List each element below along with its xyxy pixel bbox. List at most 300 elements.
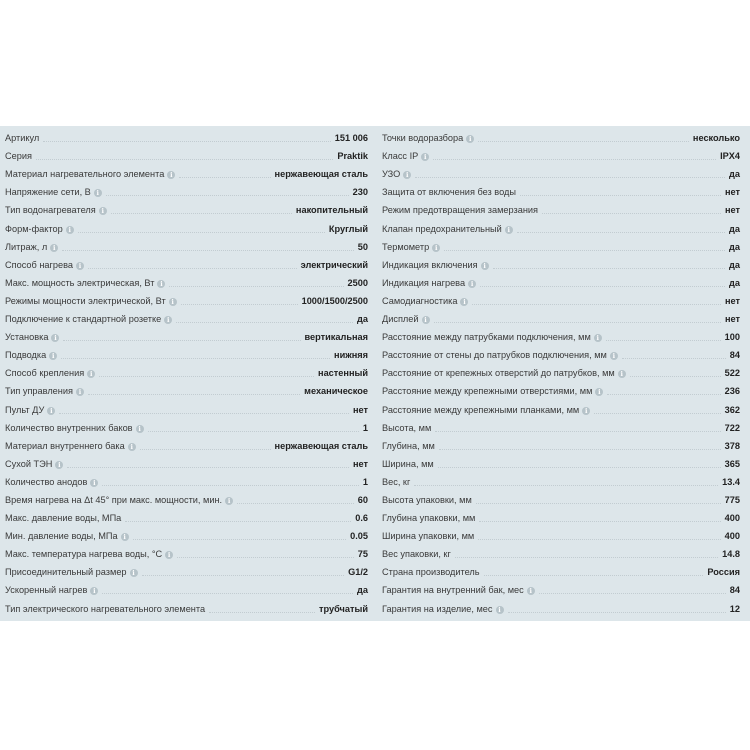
info-icon[interactable]: i [90, 479, 98, 487]
spec-row [382, 200, 740, 218]
spec-value: G1/2 [348, 567, 368, 578]
spec-value: 75 [357, 549, 368, 560]
spec-label [382, 604, 504, 617]
spec-row [382, 508, 740, 526]
spec-row [382, 436, 740, 454]
info-icon[interactable]: i [47, 407, 55, 415]
spec-value: 230 [352, 187, 368, 198]
spec-label [382, 459, 434, 472]
info-icon[interactable]: i [432, 244, 440, 252]
spec-row [5, 128, 368, 146]
info-icon[interactable]: i [136, 425, 144, 433]
spec-label-text: Макс. мощность электрическая, Вт [5, 277, 155, 288]
spec-row [5, 436, 368, 454]
spec-value: 84 [729, 585, 740, 596]
spec-label [5, 368, 95, 381]
spec-value: нет [724, 314, 740, 325]
dotted-leader [434, 322, 721, 323]
spec-row [382, 562, 740, 580]
spec-label-text: Напряжение сети, В [5, 187, 91, 198]
spec-value: 2500 [347, 277, 368, 288]
dotted-leader [88, 394, 300, 395]
dotted-leader [630, 376, 721, 377]
spec-value: 365 [724, 458, 740, 469]
spec-label-text: Режим предотвращения замерзания [382, 205, 539, 216]
spec-label-text: Подключение к стандартной розетке [5, 314, 162, 325]
spec-value: 60 [357, 494, 368, 505]
info-icon[interactable]: i [121, 533, 129, 541]
dotted-leader [140, 449, 271, 450]
specs-right-column [382, 126, 740, 617]
spec-row [382, 309, 740, 327]
dotted-leader [61, 358, 330, 359]
info-icon[interactable]: i [505, 226, 513, 234]
spec-label-text: Время нагрева на Δt 45° при макс. мощности, мин. [5, 494, 223, 505]
spec-row [5, 200, 368, 218]
spec-label [382, 531, 474, 544]
spec-row [5, 146, 368, 164]
spec-label [382, 133, 474, 146]
spec-label [382, 314, 430, 327]
spec-value: 775 [724, 494, 740, 505]
spec-label-text: Количество внутренних баков [5, 422, 133, 433]
dotted-leader [476, 503, 721, 504]
spec-row [382, 146, 740, 164]
spec-label [5, 495, 233, 508]
info-icon[interactable]: i [55, 461, 63, 469]
spec-row [382, 182, 740, 200]
dotted-leader [209, 612, 315, 613]
spec-label [382, 513, 475, 526]
spec-row [5, 598, 368, 616]
spec-value: 0.6 [355, 513, 368, 524]
dotted-leader [517, 232, 725, 233]
spec-value: 522 [724, 368, 740, 379]
spec-label-text: УЗО [382, 169, 401, 180]
spec-label-text: Режимы мощности электрической, Вт [5, 295, 166, 306]
info-icon[interactable]: i [496, 606, 504, 614]
info-icon[interactable]: i [87, 370, 95, 378]
spec-value: да [357, 585, 368, 596]
spec-value: да [729, 259, 740, 270]
spec-label-text: Высота упаковки, мм [382, 494, 472, 505]
info-icon[interactable]: i [618, 370, 626, 378]
spec-label [382, 205, 538, 218]
spec-row [5, 399, 368, 417]
spec-value: да [729, 241, 740, 252]
spec-label [5, 242, 58, 255]
spec-value: IPX4 [720, 151, 740, 162]
spec-label [5, 423, 144, 436]
spec-label-text: Форм-фактор [5, 223, 63, 234]
dotted-leader [102, 593, 353, 594]
dotted-leader [62, 250, 354, 251]
spec-label [382, 423, 431, 436]
info-icon[interactable]: i [421, 153, 429, 161]
dotted-leader [480, 286, 725, 287]
dotted-leader [181, 304, 298, 305]
spec-label-text: Ускоренный нагрев [5, 585, 88, 596]
dotted-leader [539, 593, 726, 594]
dotted-leader [542, 213, 721, 214]
info-icon[interactable]: i [225, 497, 233, 505]
spec-row [5, 544, 368, 562]
spec-row [382, 580, 740, 598]
info-icon[interactable]: i [94, 189, 102, 197]
spec-value: 12 [729, 603, 740, 614]
spec-label-text: Страна производитель [382, 567, 480, 578]
spec-row [382, 399, 740, 417]
spec-label [5, 441, 136, 454]
spec-row [382, 598, 740, 616]
dotted-leader [455, 557, 718, 558]
info-icon[interactable]: i [610, 352, 618, 360]
spec-label [382, 585, 535, 598]
spec-row [5, 255, 368, 273]
dotted-leader [415, 177, 725, 178]
spec-label-text: Количество анодов [5, 476, 88, 487]
spec-label [382, 332, 602, 345]
spec-label-text: Расстояние между крепежными планками, мм [382, 404, 580, 415]
dotted-leader [594, 413, 720, 414]
dotted-leader [133, 539, 347, 540]
spec-label-text: Вес, кг [382, 476, 411, 487]
dotted-leader [102, 485, 359, 486]
info-icon[interactable]: i [527, 587, 535, 595]
spec-value: нет [352, 404, 368, 415]
spec-label-text: Материал внутреннего бака [5, 440, 125, 451]
dotted-leader [508, 612, 726, 613]
info-icon[interactable]: i [66, 226, 74, 234]
spec-value: электрический [300, 259, 368, 270]
dotted-leader [148, 431, 359, 432]
spec-value: 400 [724, 531, 740, 542]
spec-row [5, 472, 368, 490]
spec-label [5, 296, 177, 309]
spec-label [5, 386, 84, 399]
dotted-leader [88, 268, 297, 269]
spec-label-text: Расстояние от стены до патрубков подключения, мм [382, 350, 607, 361]
spec-label-text: Дисплей [382, 314, 419, 325]
spec-row [5, 526, 368, 544]
spec-row [382, 363, 740, 381]
spec-label [382, 350, 618, 363]
spec-label-text: Расстояние между патрубками подключения, мм [382, 332, 591, 343]
spec-label [382, 278, 476, 291]
spec-label-text: Тип водонагревателя [5, 205, 96, 216]
dotted-leader [78, 232, 325, 233]
spec-value: 14.8 [722, 549, 740, 560]
spec-label [5, 531, 129, 544]
spec-label [5, 405, 55, 418]
spec-label-text: Класс IP [382, 151, 419, 162]
spec-label [382, 441, 435, 454]
info-icon[interactable]: i [468, 280, 476, 288]
spec-label-text: Защита от включения без воды [382, 187, 516, 198]
specs-left-column [5, 126, 368, 617]
dotted-leader [520, 195, 721, 196]
spec-label-text: Самодиагностика [382, 295, 458, 306]
dotted-leader [43, 141, 331, 142]
spec-row [382, 128, 740, 146]
info-icon[interactable]: i [167, 171, 175, 179]
dotted-leader [67, 467, 349, 468]
spec-value: 1000/1500/2500 [301, 295, 368, 306]
dotted-leader [176, 322, 353, 323]
spec-label-text: Гарантия на внутренний бак, мес [382, 585, 524, 596]
info-icon[interactable]: i [422, 316, 430, 324]
spec-label [5, 187, 102, 200]
spec-row [382, 526, 740, 544]
spec-label [382, 477, 410, 490]
spec-label-text: Высота, мм [382, 422, 432, 433]
spec-value: 362 [724, 404, 740, 415]
spec-label [5, 224, 74, 237]
dotted-leader [438, 467, 721, 468]
dotted-leader [106, 195, 349, 196]
spec-label [382, 567, 480, 580]
spec-label [5, 314, 172, 327]
info-icon[interactable]: i [582, 407, 590, 415]
spec-value: несколько [692, 133, 740, 144]
spec-row [382, 381, 740, 399]
info-icon[interactable]: i [169, 298, 177, 306]
dotted-leader [99, 376, 314, 377]
spec-label [382, 495, 472, 508]
spec-row [5, 580, 368, 598]
spec-label-text: Клапан предохранительный [382, 223, 502, 234]
spec-label [5, 205, 107, 218]
spec-label-text: Артикул [5, 133, 40, 144]
spec-value: да [357, 314, 368, 325]
spec-row [382, 418, 740, 436]
spec-value: нижняя [334, 350, 368, 361]
dotted-leader [493, 268, 725, 269]
spec-value: нет [352, 458, 368, 469]
info-icon[interactable]: i [99, 207, 107, 215]
dotted-leader [414, 485, 718, 486]
info-icon[interactable]: i [165, 551, 173, 559]
spec-value: накопительный [295, 205, 368, 216]
spec-row [5, 418, 368, 436]
spec-label-text: Материал нагревательного элемента [5, 169, 165, 180]
spec-row [382, 544, 740, 562]
info-icon[interactable]: i [130, 569, 138, 577]
spec-label [5, 549, 173, 562]
spec-label-text: Способ нагрева [5, 259, 73, 270]
spec-label-text: Тип управления [5, 386, 73, 397]
dotted-leader [607, 394, 720, 395]
spec-row [5, 508, 368, 526]
dotted-leader [433, 159, 716, 160]
spec-row [5, 182, 368, 200]
spec-label-text: Установка [5, 332, 49, 343]
dotted-leader [111, 213, 292, 214]
spec-label [5, 459, 63, 472]
dotted-leader [478, 539, 720, 540]
spec-row [382, 327, 740, 345]
spec-label [382, 260, 489, 273]
spec-label-text: Присоединительный размер [5, 567, 127, 578]
info-icon[interactable]: i [76, 262, 84, 270]
spec-row [5, 327, 368, 345]
spec-row [382, 291, 740, 309]
spec-value: нет [724, 187, 740, 198]
spec-label-text: Сухой ТЭН [5, 458, 53, 469]
spec-value: 1 [362, 422, 368, 433]
spec-value: Круглый [328, 223, 368, 234]
spec-row [5, 345, 368, 363]
spec-value: нержавеющая сталь [274, 169, 368, 180]
spec-value: 0.05 [350, 531, 368, 542]
info-icon[interactable]: i [460, 298, 468, 306]
spec-label-text: Термометр [382, 241, 430, 252]
spec-value: да [729, 223, 740, 234]
spec-label [382, 296, 468, 309]
spec-label [5, 169, 175, 182]
spec-row [5, 490, 368, 508]
dotted-leader [478, 141, 689, 142]
spec-row [5, 218, 368, 236]
spec-value: Praktik [337, 151, 368, 162]
dotted-leader [59, 413, 349, 414]
spec-value: да [729, 277, 740, 288]
spec-label [5, 350, 57, 363]
info-icon[interactable]: i [595, 388, 603, 396]
spec-label [382, 224, 513, 237]
spec-label-text: Индикация нагрева [382, 277, 466, 288]
info-icon[interactable]: i [164, 316, 172, 324]
spec-row [5, 381, 368, 399]
spec-row [382, 273, 740, 291]
spec-row [5, 273, 368, 291]
spec-label [382, 386, 603, 399]
spec-label-text: Гарантия на изделие, мес [382, 603, 493, 614]
spec-label-text: Расстояние между крепежными отверстиями, мм [382, 386, 593, 397]
spec-label-text: Способ крепления [5, 368, 85, 379]
info-icon[interactable]: i [50, 244, 58, 252]
dotted-leader [439, 449, 721, 450]
spec-label-text: Пульт ДУ [5, 404, 45, 415]
dotted-leader [169, 286, 343, 287]
spec-row [382, 237, 740, 255]
spec-row [5, 291, 368, 309]
info-icon[interactable]: i [51, 334, 59, 342]
dotted-leader [179, 177, 270, 178]
spec-label [5, 567, 138, 580]
spec-value: 722 [724, 422, 740, 433]
spec-label-text: Литраж, л [5, 241, 48, 252]
dotted-leader [606, 340, 721, 341]
info-icon[interactable]: i [481, 262, 489, 270]
spec-label-text: Ширина упаковки, мм [382, 531, 475, 542]
dotted-leader [622, 358, 726, 359]
spec-row [382, 472, 740, 490]
dotted-leader [125, 521, 351, 522]
info-icon[interactable]: i [594, 334, 602, 342]
dotted-leader [63, 340, 300, 341]
spec-value: механическое [304, 386, 368, 397]
spec-label [382, 169, 411, 182]
spec-label-text: Подводка [5, 350, 47, 361]
spec-label-text: Ширина, мм [382, 458, 434, 469]
spec-label-text: Глубина упаковки, мм [382, 513, 476, 524]
spec-label-text: Точки водоразбора [382, 133, 464, 144]
spec-row [5, 363, 368, 381]
spec-row [5, 309, 368, 327]
spec-row [382, 255, 740, 273]
spec-label [5, 585, 98, 598]
spec-label-text: Макс. температура нагрева воды, °C [5, 549, 163, 560]
spec-label-text: Глубина, мм [382, 440, 435, 451]
spec-value: Россия [707, 567, 740, 578]
spec-label-text: Серия [5, 151, 32, 162]
dotted-leader [472, 304, 720, 305]
spec-row [5, 237, 368, 255]
spec-value: 84 [729, 350, 740, 361]
spec-label-text: Индикация включения [382, 259, 478, 270]
info-icon[interactable]: i [403, 171, 411, 179]
spec-label-text: Тип электрического нагревательного элемента [5, 603, 206, 614]
spec-value: 236 [724, 386, 740, 397]
spec-value: 50 [357, 241, 368, 252]
dotted-leader [142, 575, 345, 576]
dotted-leader [435, 431, 720, 432]
spec-label [382, 151, 429, 164]
spec-label-text: Вес упаковки, кг [382, 549, 451, 560]
spec-row [5, 164, 368, 182]
info-icon[interactable]: i [128, 443, 136, 451]
spec-label [5, 133, 39, 146]
spec-label [5, 513, 121, 526]
spec-value: трубчатый [319, 603, 368, 614]
info-icon[interactable]: i [157, 280, 165, 288]
spec-value: 100 [724, 332, 740, 343]
spec-row [5, 454, 368, 472]
spec-label [5, 477, 98, 490]
spec-value: 151 006 [334, 133, 368, 144]
spec-value: настенный [318, 368, 368, 379]
dotted-leader [237, 503, 354, 504]
spec-value: нет [724, 205, 740, 216]
spec-label [5, 278, 165, 291]
spec-value: 378 [724, 440, 740, 451]
spec-value: 13.4 [722, 476, 740, 487]
spec-row [382, 164, 740, 182]
spec-label [5, 332, 59, 345]
info-icon[interactable]: i [90, 587, 98, 595]
dotted-leader [484, 575, 704, 576]
spec-value: нет [724, 295, 740, 306]
spec-label [382, 405, 590, 418]
spec-label-text: Мин. давление воды, МПа [5, 531, 118, 542]
specifications-panel [0, 126, 750, 621]
spec-value: 1 [362, 476, 368, 487]
spec-row [382, 490, 740, 508]
spec-label-text: Расстояние от крепежных отверстий до патрубков, мм [382, 368, 615, 379]
spec-row [382, 218, 740, 236]
spec-value: нержавеющая сталь [274, 440, 368, 451]
info-icon[interactable]: i [49, 352, 57, 360]
spec-label [382, 368, 626, 381]
spec-label [382, 187, 516, 200]
info-icon[interactable]: i [466, 135, 474, 143]
spec-value: вертикальная [304, 332, 368, 343]
dotted-leader [177, 557, 354, 558]
spec-value: да [729, 169, 740, 180]
info-icon[interactable]: i [76, 388, 84, 396]
dotted-leader [36, 159, 333, 160]
